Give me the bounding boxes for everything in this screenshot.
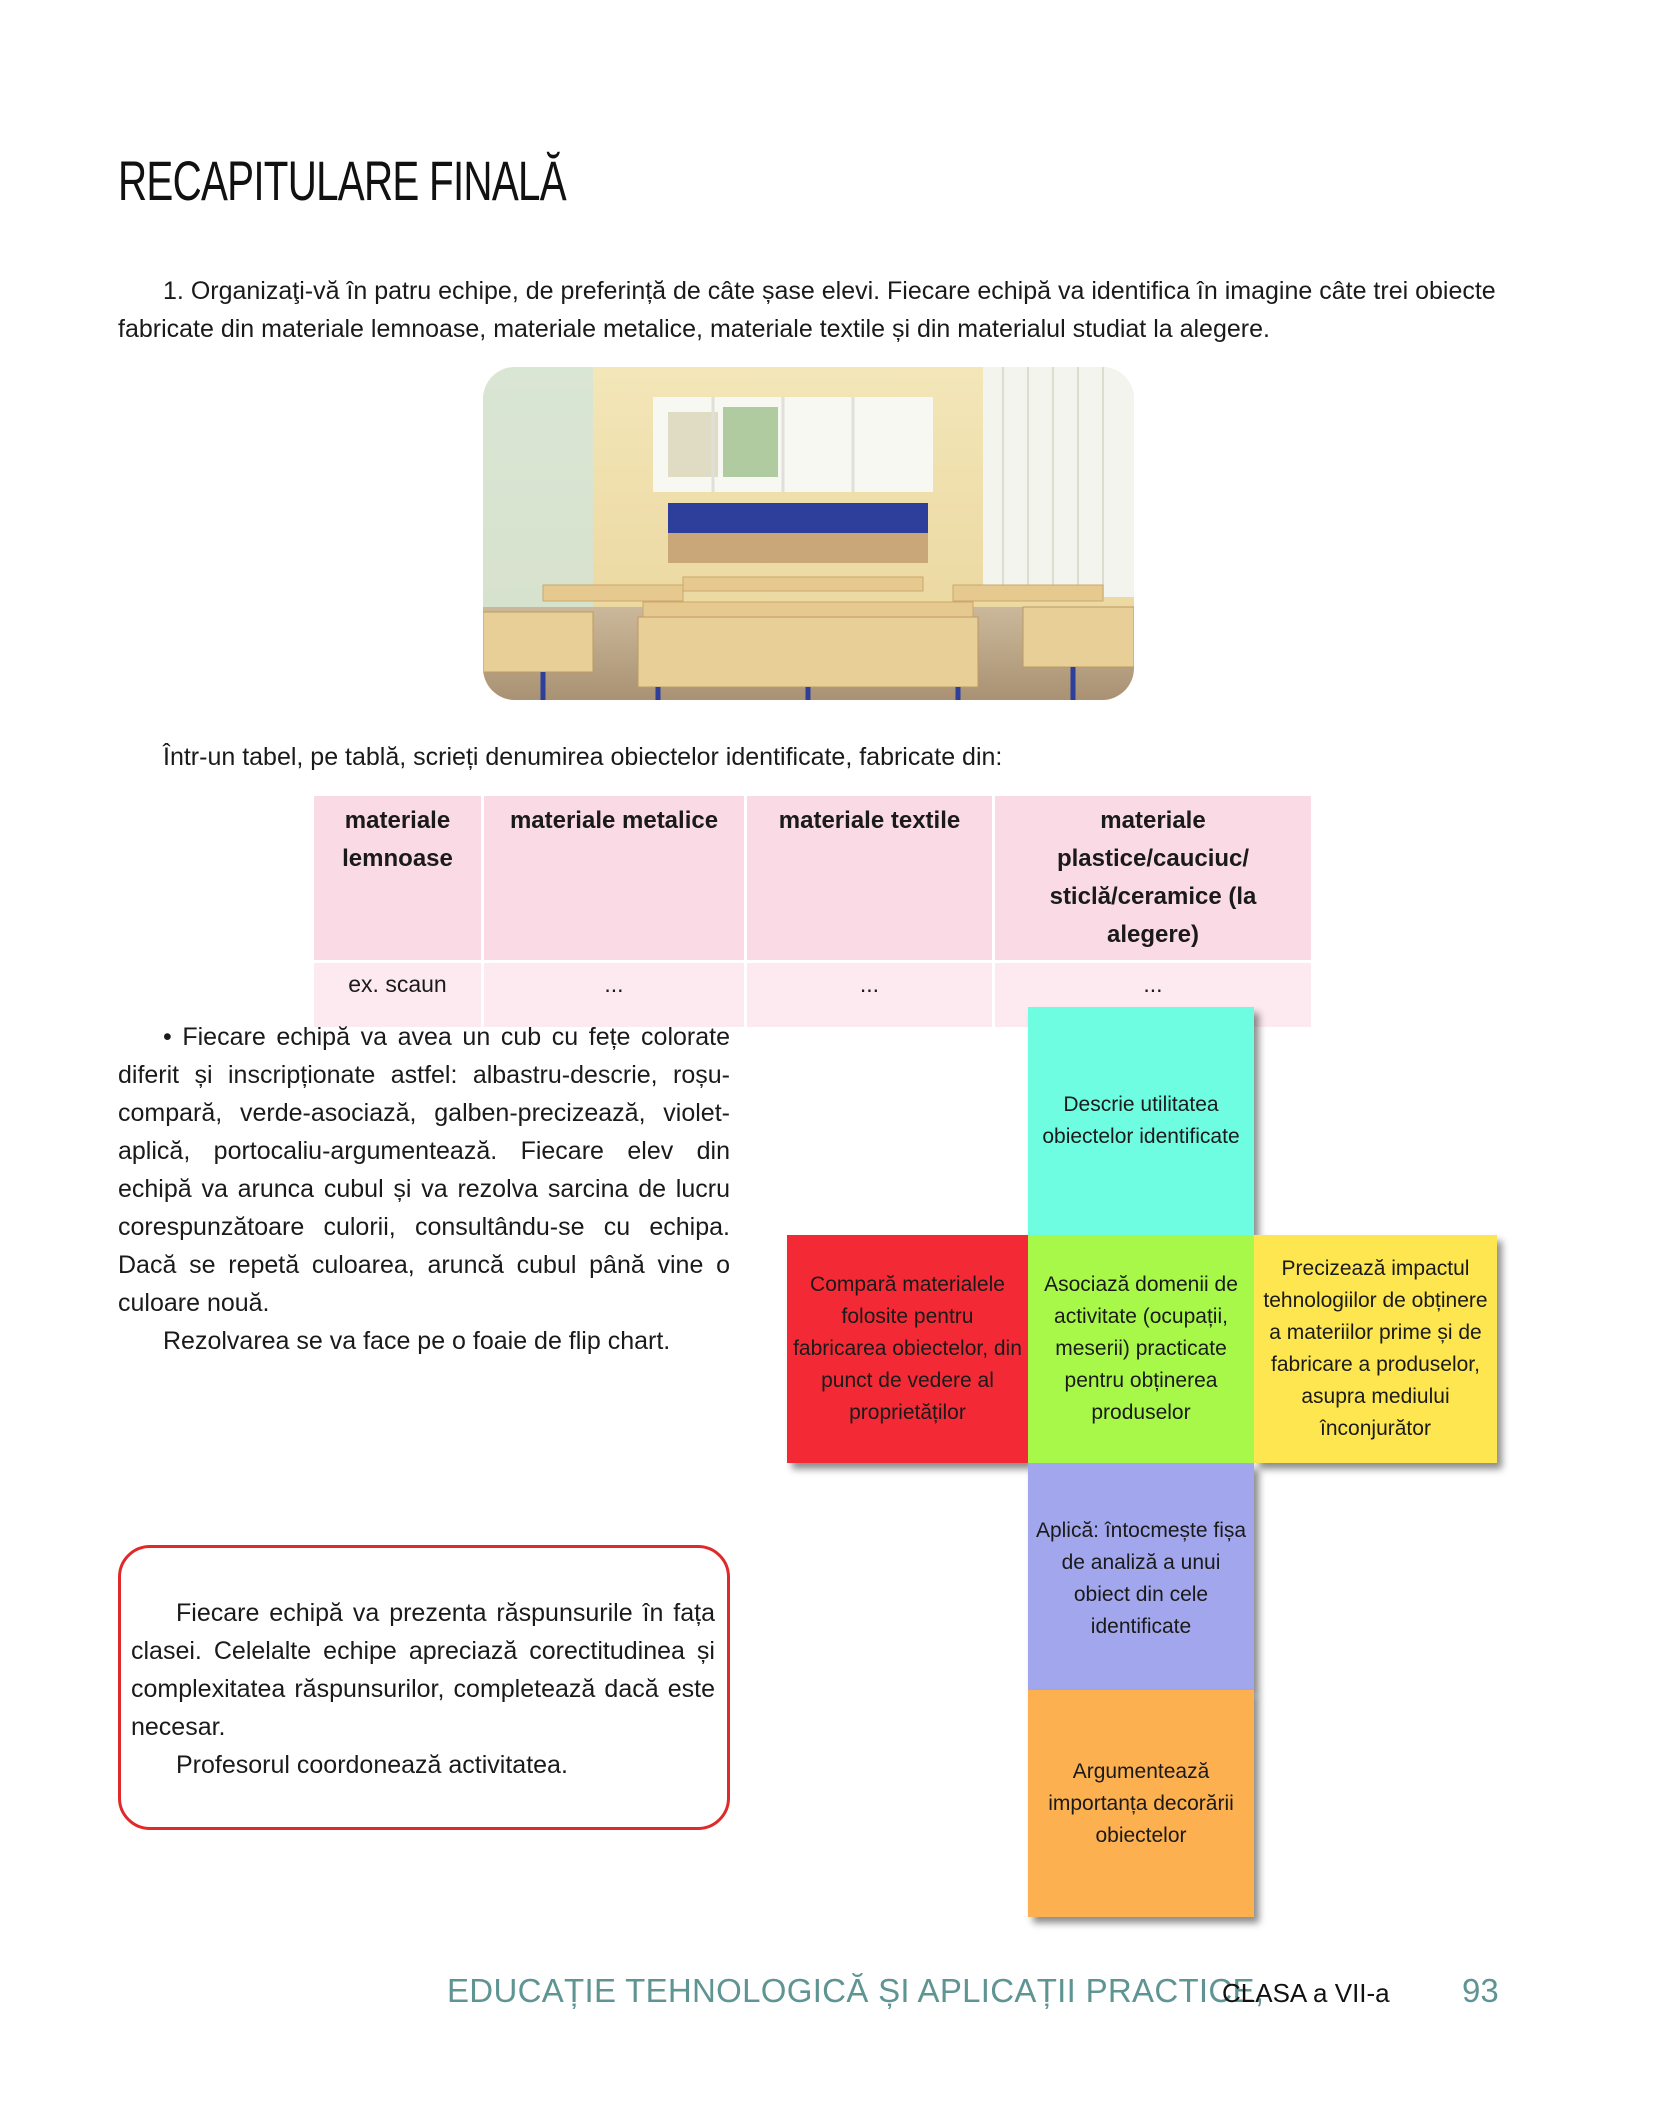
table-cell: ... [484, 963, 744, 1027]
table-header-row [314, 796, 1311, 960]
cube-instructions [118, 1018, 730, 1360]
presentation-note-box [118, 1545, 730, 1830]
cube-face-orange-argue [1028, 1690, 1254, 1917]
header-wood-materials: materiale lemnoase [314, 796, 481, 960]
cube-face-text: Descrie utilitatea obiectelor identificate [1042, 1093, 1240, 1148]
cube-face-yellow-specify [1254, 1235, 1497, 1463]
presentation-paragraph: Fiecare echipă va prezenta răspunsurile în fața clasei. Celelalte echipe apreciază corectitudinea și complexitatea răspunsurilor, completează dacă este necesar. [131, 1599, 715, 1741]
table-cell: ... [995, 963, 1311, 1027]
classroom-image-icon [483, 367, 1134, 700]
page-title: RECAPITULARE FINALĂ [118, 149, 566, 212]
table-cell: ... [747, 963, 992, 1027]
header-metal-materials: materiale metalice [484, 796, 744, 960]
exercise-1-body: Organizaţi-vă în patru echipe, de preferință de câte șase elevi. Fiecare echipă va identifica în imagine câte trei obiecte fabricate din materiale lemnoase, materiale metalice, materiale textile și din materialul studiat la alegere. [118, 277, 1496, 343]
header-textile-materials: materiale textile [747, 796, 992, 960]
materials-table [311, 793, 1314, 1030]
cube-face-green-associate [1028, 1235, 1254, 1463]
table-intro-text: Într-un tabel, pe tablă, scrieți denumirea obiectelor identificate, fabricate din: [163, 743, 1003, 771]
cube-face-blue-describe [1028, 1007, 1254, 1235]
cube-face-red-compare [787, 1235, 1028, 1463]
cube-face-violet-apply [1028, 1463, 1254, 1690]
cube-face-text: Compară materialele folosite pentru fabricarea obiectelor, din punct de vedere al proprietăților [793, 1273, 1022, 1424]
footer-grade: CLASA a VII-a [1222, 1978, 1390, 2008]
cube-face-text: Argumentează importanța decorării obiectelor [1048, 1759, 1234, 1847]
cube-face-text: Precizează impactul tehnologiilor de obținere a materiilor prime și de fabricare a produselor, asupra mediului înconjurător [1263, 1257, 1488, 1440]
exercise-1-text [118, 272, 1498, 348]
teacher-coordinates-note: Profesorul coordonează activitatea. [176, 1751, 568, 1779]
classroom-photo [483, 367, 1134, 700]
exercise-number: 1. [163, 277, 184, 305]
footer-subject: EDUCAȚIE TEHNOLOGICĂ ȘI APLICAȚII PRACTICE, [447, 1972, 1265, 2009]
header-other-materials: materiale plastice/cauciuc/ sticlă/ceramice (la alegere) [995, 796, 1311, 960]
cube-face-text: Asociază domenii de activitate (ocupații, meserii) practicate pentru obținerea produselor [1044, 1273, 1238, 1424]
cube-instructions-paragraph: • Fiecare echipă va avea un cub cu fețe colorate diferit și inscripționate astfel: albastru-descrie, roșu-compară, verde-asociază, galben-precizează, violet-aplică, portocaliu-argumentează. Fiecare elev din echipă va arunca cubul și va rezolva sarcina de lucru corespunzătoare culorii, consultându-se cu echipa. Dacă se repetă culoarea, aruncă cubul până vine o culoare nouă. [118, 1023, 730, 1317]
page-number: 93 [1462, 1972, 1499, 2009]
flipchart-note: Rezolvarea se va face pe o foaie de flip chart. [163, 1327, 671, 1355]
table-cell: ex. scaun [314, 963, 481, 1027]
cube-face-text: Aplică: întocmește fișa de analiză a unui obiect din cele identificate [1035, 1519, 1247, 1638]
